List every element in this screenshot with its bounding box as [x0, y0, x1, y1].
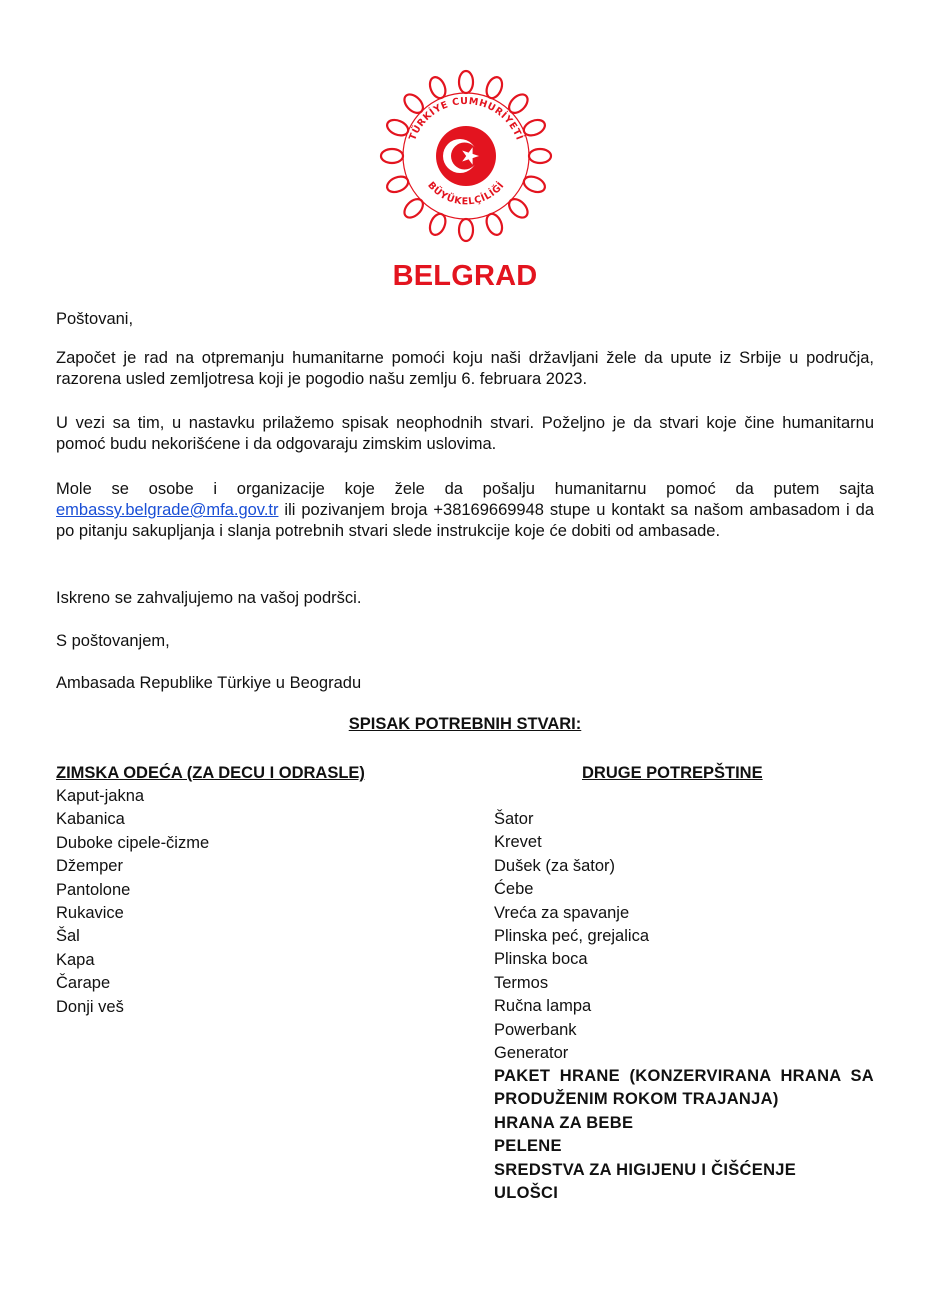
paragraph-3-rest: ili pozivanjem broja +38169669948 stupe u kontakt sa našom ambasadom i da po pitanju sakupljanja i slanja potrebnih stvari slede instrukcije koje će dobiti od ambasade. — [56, 501, 874, 540]
list-item: Šal — [56, 927, 80, 946]
list-item: Rukavice — [56, 903, 124, 922]
right-column-heading: DRUGE POTREPŠTINE — [582, 764, 763, 782]
list-item: Pantolone — [56, 880, 131, 899]
winter-clothing-list — [56, 785, 209, 1019]
list-item-bold: PELENE — [494, 1137, 562, 1156]
list-title: SPISAK POTREBNIH STVARI: — [348, 715, 582, 733]
list-item: Donji veš — [56, 997, 124, 1016]
seal-bottom-text: BÜYÜKELÇİLİĞİ — [425, 179, 507, 208]
seal-petal-ornament — [506, 91, 531, 116]
paragraph-3 — [56, 479, 874, 542]
list-item: Duboke cipele-čizme — [56, 833, 210, 852]
list-item: Termos — [494, 973, 549, 992]
list-item-bold: HRANA ZA BEBE — [494, 1113, 634, 1132]
list-item: Ćebe — [494, 880, 534, 899]
embassy-email-link[interactable]: embassy.belgrade@mfa.gov.tr — [56, 501, 279, 519]
seal-petal-ornament — [401, 91, 426, 116]
priority-supplies-list — [494, 1065, 874, 1205]
list-item-bold: PAKET HRANE (KONZERVIRANA HRANA SA PRODUŽENIM ROKOM TRAJANJA) — [494, 1067, 874, 1109]
paragraph-3-intro: Mole se osobe i organizacije koje žele da pošalju humanitarnu pomoć da putem sajta — [56, 480, 874, 498]
other-supplies-list — [494, 808, 649, 1065]
seal-petal-ornament — [459, 219, 473, 241]
embassy-seal-logo — [376, 66, 556, 246]
list-item: Vreća za spavanje — [494, 903, 630, 922]
list-item: Ručna lampa — [494, 997, 592, 1016]
list-item: Kaput-jakna — [56, 787, 145, 805]
seal-petal-ornament — [459, 71, 473, 93]
left-column-heading: ZIMSKA ODEĆA (ZA DECU I ODRASLE) — [56, 764, 365, 782]
list-item: Powerbank — [494, 1020, 577, 1039]
list-item: Generator — [494, 1043, 569, 1062]
list-item-bold: ULOŠCI — [494, 1184, 559, 1203]
list-item: Šator — [494, 810, 534, 828]
thanks-line: Iskreno se zahvaljujemo na vašoj podršci. — [56, 589, 362, 607]
city-title: BELGRAD — [392, 260, 538, 292]
seal-petal-ornament — [506, 196, 531, 221]
signature-line: Ambasada Republike Türkiye u Beogradu — [56, 674, 362, 692]
list-item: Čarape — [56, 974, 111, 993]
seal-petal-ornament — [381, 149, 403, 163]
list-item: Plinska boca — [494, 950, 588, 969]
paragraph-2: U vezi sa tim, u nastavku prilažemo spisak neophodnih stvari. Poželjno je da stvari koje čine humanitarnu pomoć budu nekorišćene i da odgovaraju zimskim uslovima. — [56, 414, 874, 453]
list-item-bold: SREDSTVA ZA HIGIJENU I ČIŠĆENJE — [494, 1160, 797, 1179]
seal-petal-ornament — [529, 149, 551, 163]
greeting: Poštovani, — [56, 310, 134, 328]
seal-petal-ornament — [401, 196, 426, 221]
list-item: Dušek (za šator) — [494, 856, 616, 875]
list-item: Kapa — [56, 950, 95, 969]
list-item: Kabanica — [56, 810, 125, 829]
list-item: Plinska peć, grejalica — [494, 926, 649, 945]
paragraph-1: Započet je rad na otpremanju humanitarne pomoći koju naši državljani žele da upute iz Srbije u područja, razorena usled zemljotresa koji je pogodio našu zemlju 6. februara 2023. — [56, 349, 874, 388]
seal-top-text: TÜRKİYE CUMHURİYETİ — [407, 95, 525, 143]
closing-line: S poštovanjem, — [56, 632, 170, 650]
list-item: Krevet — [494, 833, 542, 852]
list-item: Džemper — [56, 857, 123, 876]
